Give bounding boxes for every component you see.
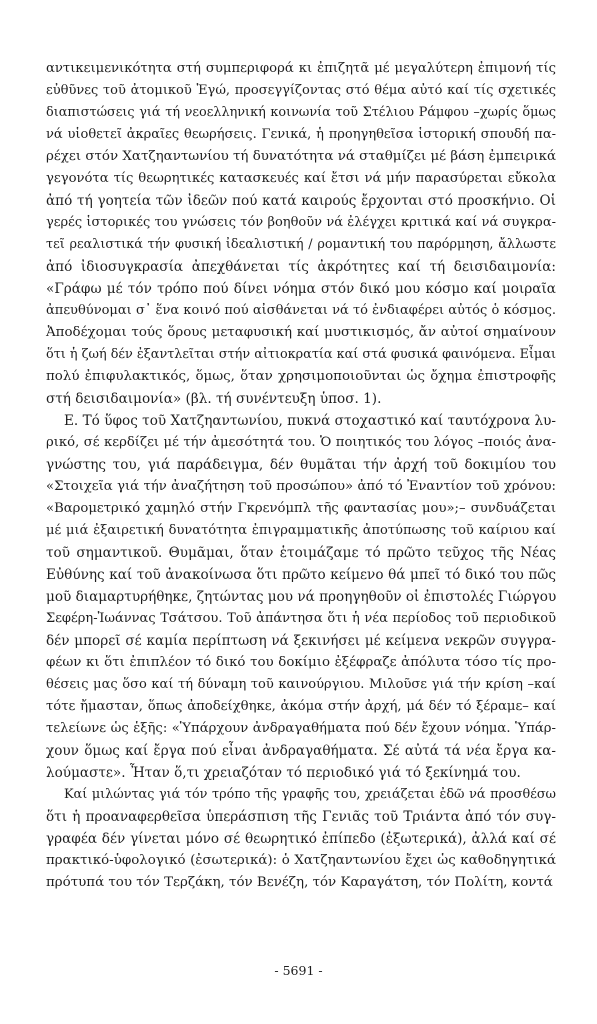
text-line: «Στοιχεῖα γιά τήν ἀναζήτηση τοῦ προσώπου» ἀπό τό Ἐναντίον τοῦ χρόνου: — [46, 479, 556, 494]
text-line: ἀπευθύνομαι σ᾽ ἕνα κοινό πού αἰσθάνεται νά τό ἐνδιαφέρει αὐτός ὁ κόσμος. — [46, 303, 556, 318]
paragraph — [46, 410, 556, 784]
text-line: Ε. Τό ὕφος τοῦ Χατζηαντωνίου, πυκνά στοχαστικό καί ταυτόχρονα λυ- — [64, 413, 556, 429]
text-line: μοῦ διαμαρτυρήθηκε, ζητώντας μου νά προηγηθοῦν οἱ ἐπιστολές Γιώργου — [46, 589, 557, 605]
text-line: θέσεις μας ὅσο καί τή δύναμη τοῦ καινούργιου. Μιλοῦσε γιά τήν κρίση –καί — [46, 677, 556, 692]
text-line: τοῦ σημαντικοῦ. Θυμᾶμαι, ὅταν ἑτοιμάζαμε τό πρῶτο τεῦχος τῆς Νέας — [46, 545, 556, 561]
text-line: ὅτι ἡ ζωή δέν ἐξαντλεῖται στήν αἰτιοκρατία καί στά φυσικά φαινόμενα. Εἶμαι — [46, 347, 557, 362]
text-line: εὐθῦνες τοῦ ἀτομικοῦ Ἐγώ, προσεγγίζοντας στό θέμα αὐτό καί τίς σχετικές — [46, 83, 556, 98]
text-line: «Βαρομετρικό χαμηλό στήν Γκρενόμπλ τῆς φαντασίας μου»;– συνδυάζεται — [46, 501, 556, 516]
page-number: - 5691 - — [274, 963, 323, 978]
paragraph — [46, 58, 556, 410]
text-line: «Γράφω μέ τόν τρόπο πού δίνει νόημα στόν δικό μου κόσμο καί μοιραῖα — [46, 281, 556, 297]
text-line: πολύ ἐπιφυλακτικός, ὅμως, ὅταν χρησιμοποιοῦνται ὡς ὄχημα ἐπιστροφῆς — [46, 369, 556, 384]
text-line: μέ μιά ἐξαιρετική δυνατότητα ἐπιγραμματικῆς ἀποτύπωσης τοῦ καίριου καί — [46, 523, 556, 538]
text-line: ἀπό τή γοητεία τῶν ἰδεῶν πού κατά καιρούς ἔρχονται στό προσκήνιο. Οἱ — [46, 193, 556, 209]
body-text — [46, 58, 556, 894]
text-line: πρακτικό-ὑφολογικό (ἐσωτερικά): ὁ Χατζηαντωνίου ἔχει ὡς καθοδηγητικά — [46, 853, 556, 868]
text-line: φέων κι ὅτι ἐπιπλέον τό δικό του δοκίμιο ἐξέφραζε ἀπόλυτα τόσο τίς προ- — [46, 655, 556, 670]
text-line: λούμαστε». Ἦταν ὅ,τι χρειαζόταν τό περιοδικό γιά τό ξεκίνημά του. — [46, 765, 521, 781]
text-line: γεγονότα τίς θεωρητικές κατασκευές καί ἔτσι νά μήν παρασύρεται εὔκολα — [46, 171, 556, 186]
text-line: στή δεισιδαιμονία» (βλ. τή συνέντευξη ὑποσ. 1). — [46, 391, 382, 407]
text-line: γνώστης του, γιά παράδειγμα, δέν θυμᾶται τήν ἀρχή τοῦ δοκιμίου του — [46, 457, 556, 473]
text-line: ρικό, σέ κερδίζει μέ τήν ἀμεσότητά του. Ὁ ποιητικός του λόγος –ποιός ἀνα- — [46, 435, 556, 450]
text-line: Εὐθύνης καί τοῦ ἀνακοίνωσα ὅτι πρῶτο κείμενο θά μπεῖ τό δικό του πῶς — [46, 567, 556, 583]
text-line: αντικειμενικότητα στή συμπεριφορά κι ἐπιζητᾶ μέ μεγαλύτερη ἐπιμονή τίς — [46, 61, 556, 76]
text-line: γερές ἱστορικές του γνώσεις τόν βοηθοῦν νά ἐλέγχει κριτικά καί νά συγκρα- — [46, 215, 556, 230]
text-line: ρέχει στόν Χατζηαντωνίου τή δυνατότητα νά σταθμίζει μέ βάση ἐμπειρικά — [46, 149, 556, 164]
text-line: τεῖ ρεαλιστικά τήν φυσική ἰδεαλιστική / ρομαντική του παρόρμηση, ἄλλωστε — [46, 237, 556, 252]
text-line: δέν μπορεῖ σέ καμία περίπτωση νά ξεκινήσει μέ κείμενα νεκρῶν συγγρα- — [46, 633, 556, 649]
text-line: διαπιστώσεις γιά τή νεοελληνική κοινωνία τοῦ Στέλιου Ράμφου –χωρίς ὅμως — [46, 105, 556, 120]
text-line: χουν ὅμως καί ἔργα πού εἶναι ἀνδραγαθήματα. Σέ αὐτά τά νέα ἔργα κα- — [46, 743, 556, 759]
text-line: Σεφέρη-Ἰωάννας Τσάτσου. Τοῦ ἀπάντησα ὅτι ἡ νέα περίοδος τοῦ περιοδικοῦ — [46, 611, 556, 626]
paragraph — [46, 784, 556, 894]
text-line: τότε ἤμασταν, ὅπως ἀποδείχθηκε, ἀκόμα στήν ἀρχή, μά δέν τό ξέραμε– καί — [46, 699, 556, 714]
text-line: γραφέα δέν γίνεται μόνο σέ θεωρητικό ἐπίπεδο (ἐξωτερικά), ἀλλά καί σέ — [46, 831, 556, 847]
text-line: ὅτι ἡ προαναφερθεῖσα ὑπεράσπιση τῆς Γενιᾶς τοῦ Τριάντα ἀπό τόν συγ- — [46, 809, 556, 825]
text-line: τελείωνε ὡς ἑξῆς: «Ὑπάρχουν ἀνδραγαθήματα πού δέν ἔχουν νόημα. Ὑπάρ- — [46, 721, 556, 736]
text-line: νά υἱοθετεῖ ἀκραῖες θεωρήσεις. Γενικά, ἡ προηγηθεῖσα ἱστορική σπουδή πα- — [46, 127, 556, 142]
text-line: Ἀποδέχομαι τούς ὅρους μεταφυσική καί μυστικισμός, ἄν αὐτοί σημαίνουν — [46, 325, 556, 340]
text-line: Καί μιλώντας γιά τόν τρόπο τῆς γραφῆς του, χρειάζεται ἐδῶ νά προσθέσω — [64, 787, 556, 802]
text-line: ἀπό ἰδιοσυγκρασία ἀπεχθάνεται τίς ἀκρότητες καί τή δεισιδαιμονία: — [46, 259, 556, 275]
text-line: πρότυπά του τόν Τερζάκη, τόν Βενέζη, τόν Καραγάτση, τόν Πολίτη, κοντά — [46, 875, 553, 890]
